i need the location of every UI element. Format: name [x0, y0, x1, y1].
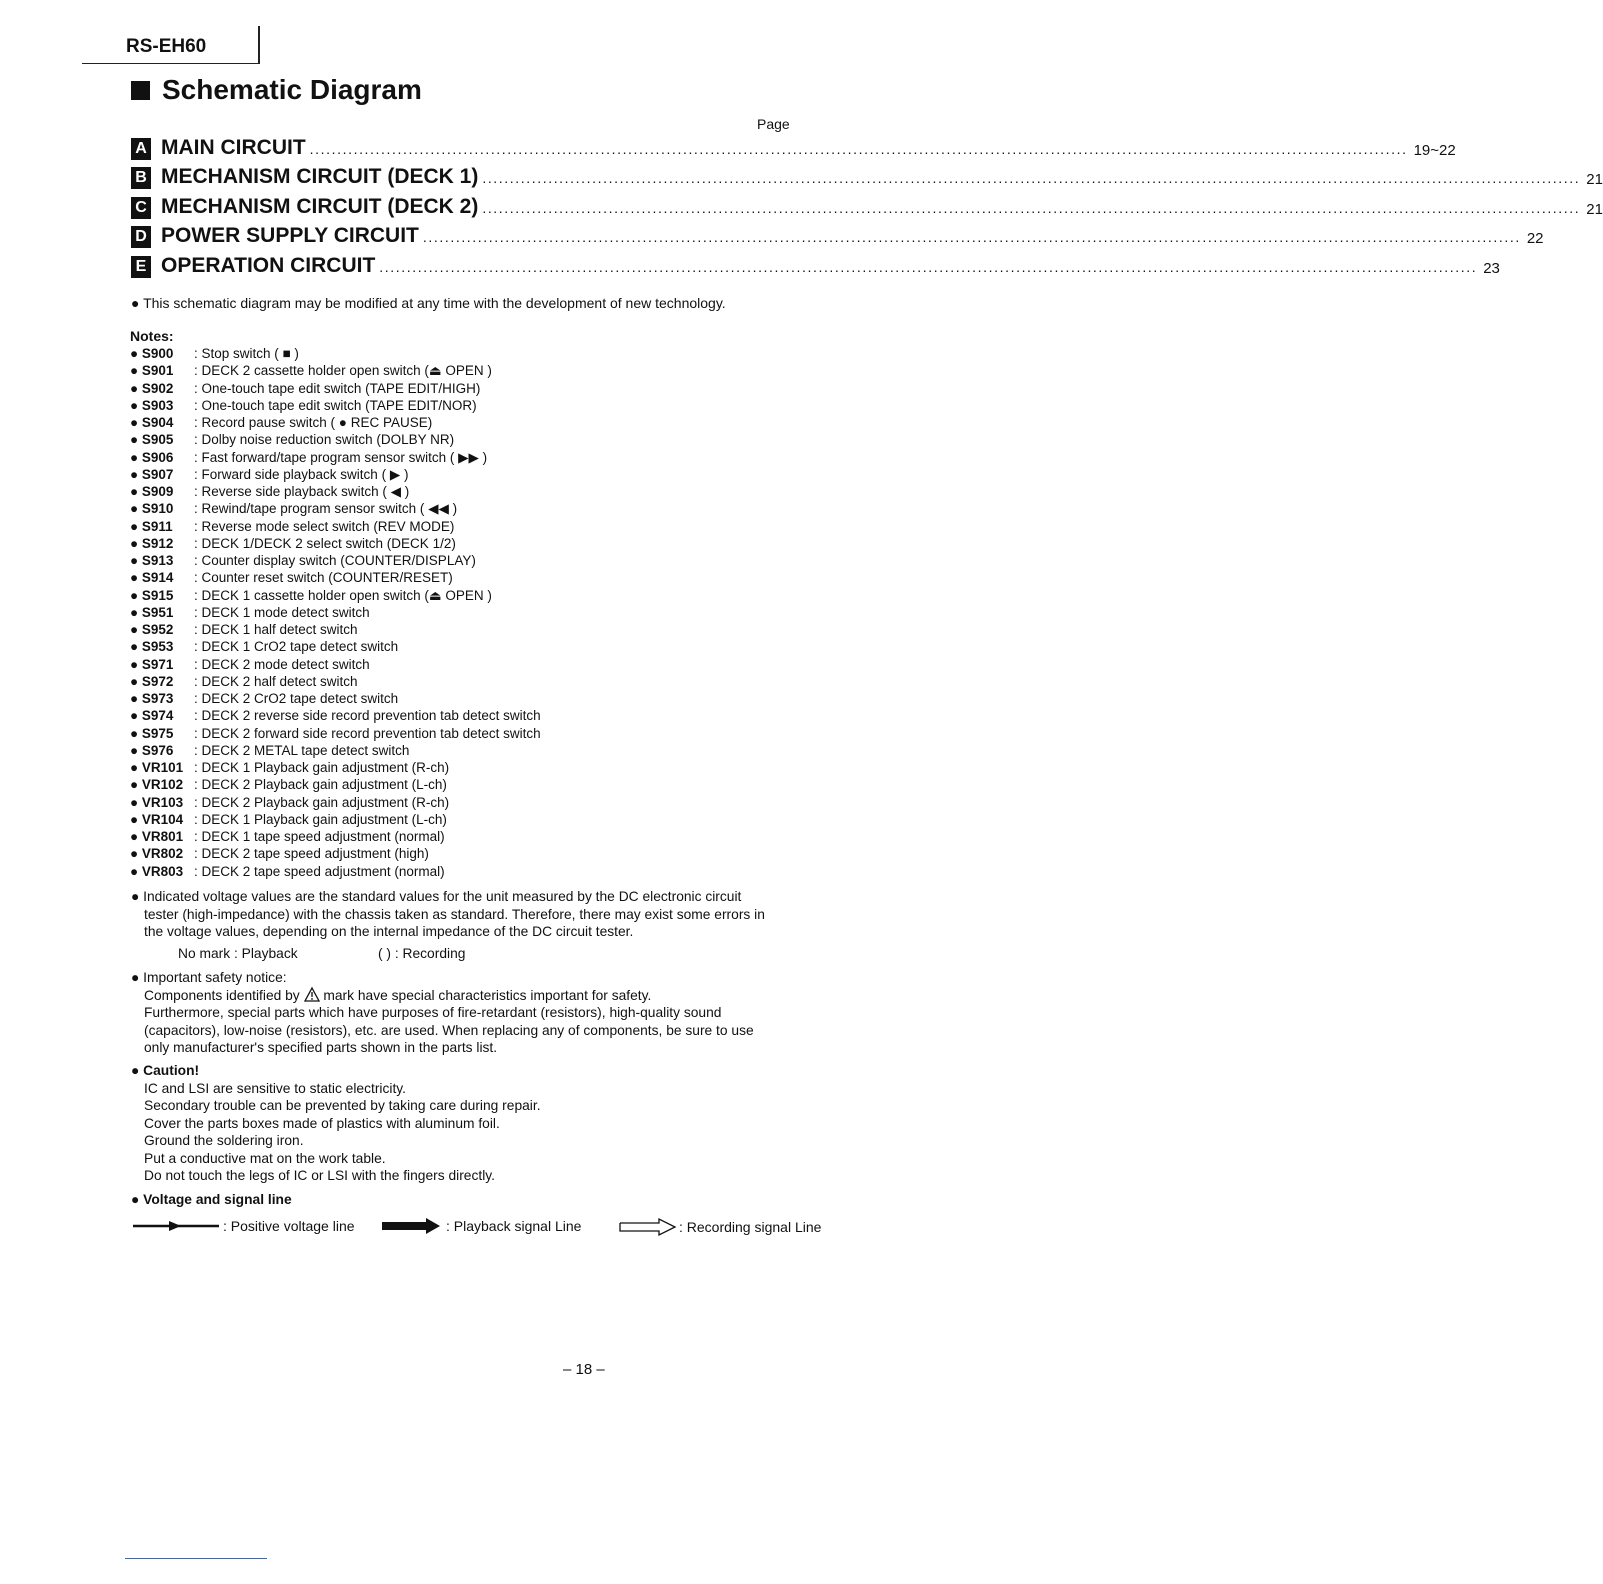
model-header	[82, 26, 260, 66]
warning-triangle-icon	[304, 987, 320, 1002]
toc-letter-badge: B	[131, 167, 151, 189]
positive-voltage-legend: : Positive voltage line	[133, 1218, 355, 1234]
note-description: : DECK 1 half detect switch	[194, 622, 358, 637]
note-code: ● S903	[130, 397, 174, 413]
note-code: ● VR102	[130, 777, 184, 793]
voltage-note-line: the voltage values, depending on the internal impedance of the DC circuit tester.	[144, 924, 634, 939]
toc-title: MECHANISM CIRCUIT (DECK 1)	[161, 165, 479, 188]
note-code: ● S976	[130, 742, 174, 758]
safety-line: only manufacturer's specified parts shown in the parts list.	[144, 1040, 498, 1055]
page-number: – 18 –	[563, 1361, 605, 1378]
note-item	[130, 656, 541, 673]
caution-line: Secondary trouble can be prevented by taking care during repair.	[144, 1098, 541, 1113]
note-description: : DECK 1 Playback gain adjustment (R-ch)	[194, 760, 450, 775]
safety-line: Components identified by mark have special characteristics important for safety.	[144, 987, 652, 1003]
model-number: RS-EH60	[126, 36, 207, 57]
header-underline	[82, 63, 260, 64]
recording-legend: ( ) : Recording	[378, 946, 466, 961]
note-item	[130, 811, 541, 828]
positive-voltage-line-icon	[133, 1220, 219, 1232]
note-code: ● S973	[130, 691, 174, 706]
note-description: : DECK 2 forward side record prevention tab detect switch	[194, 725, 541, 741]
note-code: ● S910	[130, 501, 174, 517]
page-title-text: Schematic Diagram	[162, 74, 422, 105]
note-item	[130, 569, 541, 586]
caution-line: Ground the soldering iron.	[144, 1133, 304, 1148]
note-description: : One-touch tape edit switch (TAPE EDIT/HIGH)	[194, 380, 481, 396]
note-item	[130, 431, 541, 448]
note-code: ● VR801	[130, 829, 184, 844]
note-item	[130, 466, 541, 483]
note-description: : Reverse mode select switch (REV MODE)	[194, 518, 455, 534]
note-item	[130, 362, 541, 379]
note-code: ● S911	[130, 518, 173, 534]
note-description: : Reverse side playback switch ( ◀ )	[194, 484, 410, 499]
disclaimer: ● This schematic diagram may be modified at any time with the development of new technology.	[131, 295, 726, 311]
note-item	[130, 690, 541, 707]
note-item	[130, 673, 541, 690]
toc-leader-dots: ........................................................................................................................................................................................................	[482, 170, 1581, 186]
toc-page: 22	[1526, 230, 1544, 247]
toc-letter-badge: D	[131, 226, 151, 248]
note-code: ● S902	[130, 380, 174, 396]
note-description: : DECK 2 tape speed adjustment (normal)	[194, 863, 445, 879]
note-item	[130, 414, 541, 431]
safety-notice	[131, 969, 754, 1057]
toc-leader-dots: ........................................................................................................................................................................................................	[309, 140, 1408, 157]
toc-leader-dots: ........................................................................................................................................................................................................	[422, 229, 1521, 245]
toc-item-c	[131, 189, 1603, 219]
header-divider	[258, 26, 260, 64]
notes-list	[130, 345, 541, 880]
note-description: : DECK 2 half detect switch	[194, 673, 358, 689]
caution-line: Do not touch the legs of IC or LSI with the fingers directly.	[144, 1168, 495, 1183]
safety-line: (capacitors), low-noise (resistors), etc. are used. When replacing any of components, be sure to use	[144, 1022, 754, 1038]
note-description: : DECK 1 mode detect switch	[194, 604, 370, 620]
toc-title: OPERATION CIRCUIT	[161, 253, 376, 277]
toc-title: MAIN CIRCUIT	[161, 135, 306, 159]
note-description: : Forward side playback switch ( ▶ )	[194, 466, 409, 482]
note-item	[130, 518, 541, 535]
note-code: ● S975	[130, 725, 174, 741]
no-mark-legend: No mark : Playback	[178, 946, 298, 961]
note-item	[130, 483, 541, 500]
toc-item-b	[131, 160, 1603, 190]
note-description: : One-touch tape edit switch (TAPE EDIT/NOR)	[194, 397, 477, 413]
note-item	[130, 587, 541, 604]
toc-letter-badge: C	[131, 197, 151, 219]
note-description: : DECK 2 reverse side record prevention tab detect switch	[194, 708, 541, 724]
recording-signal-line-icon	[619, 1218, 677, 1236]
voltage-note	[131, 888, 765, 941]
note-description: : Fast forward/tape program sensor switch ( ▶▶ )	[194, 449, 488, 465]
note-description: : DECK 2 METAL tape detect switch	[194, 742, 410, 758]
note-description: : DECK 1 tape speed adjustment (normal)	[194, 829, 445, 844]
note-item	[130, 535, 541, 552]
note-item	[130, 380, 541, 397]
playback-signal-line-icon	[382, 1218, 442, 1234]
toc-title: POWER SUPPLY CIRCUIT	[161, 224, 419, 247]
note-item	[130, 397, 541, 414]
note-item	[130, 552, 541, 569]
note-code: ● S912	[130, 535, 174, 551]
note-code: ● S971	[130, 656, 174, 672]
caution-line: Put a conductive mat on the work table.	[144, 1150, 386, 1166]
note-code: ● S915	[130, 587, 174, 603]
toc-page: 21	[1586, 200, 1603, 218]
toc-item-d	[131, 219, 1544, 249]
note-code: ● VR803	[130, 863, 184, 879]
playback-signal-legend: : Playback signal Line	[382, 1218, 581, 1234]
note-item	[130, 707, 541, 724]
toc-letter-badge: A	[131, 138, 151, 160]
note-code: ● S905	[130, 432, 174, 448]
note-item	[130, 776, 541, 793]
caution-line: Cover the parts boxes made of plastics with aluminum foil.	[144, 1115, 500, 1131]
title-square-bullet	[131, 81, 150, 100]
toc-page: 19~22	[1413, 141, 1456, 159]
caution-heading: ● Caution!	[131, 1063, 200, 1078]
note-description: : DECK 2 Playback gain adjustment (L-ch)	[194, 777, 447, 793]
note-code: ● S914	[130, 570, 174, 586]
note-code: ● VR103	[130, 794, 184, 810]
note-item	[130, 449, 541, 466]
note-description: : DECK 1 cassette holder open switch (⏏ OPEN )	[194, 587, 492, 603]
note-description: : DECK 1 Playback gain adjustment (L-ch)	[194, 811, 447, 827]
toc-item-a	[131, 130, 1456, 160]
note-code: ● S906	[130, 449, 174, 465]
note-description: : Rewind/tape program sensor switch ( ◀◀ )	[194, 501, 458, 517]
note-item	[130, 345, 541, 362]
voltage-note-line: ● Indicated voltage values are the standard values for the unit measured by the DC electronic circuit	[131, 889, 742, 904]
note-description: : Counter display switch (COUNTER/DISPLAY)	[194, 553, 476, 568]
note-description: : Dolby noise reduction switch (DOLBY NR)	[194, 432, 455, 448]
note-item	[130, 725, 541, 742]
note-item	[130, 621, 541, 638]
note-item	[130, 638, 541, 655]
toc-page: 21	[1586, 171, 1603, 188]
note-item	[130, 742, 541, 759]
note-description: : DECK 1 CrO2 tape detect switch	[194, 639, 399, 655]
note-code: ● VR802	[130, 846, 184, 862]
voltage-note-line: tester (high-impedance) with the chassis taken as standard. Therefore, there may exist some errors in	[144, 906, 765, 922]
note-code: ● S900	[130, 346, 174, 361]
note-item	[130, 828, 541, 845]
toc-page: 23	[1483, 259, 1500, 277]
note-code: ● S904	[130, 415, 174, 430]
note-description: : DECK 2 CrO2 tape detect switch	[194, 691, 399, 706]
note-code: ● S901	[130, 363, 174, 379]
note-description: : DECK 2 cassette holder open switch (⏏ OPEN )	[194, 363, 492, 379]
note-code: ● S974	[130, 708, 174, 724]
note-code: ● VR101	[130, 760, 184, 775]
note-item	[130, 759, 541, 776]
notes-title: Notes:	[130, 328, 174, 344]
note-description: : Record pause switch ( ● REC PAUSE)	[194, 415, 433, 430]
disclaimer-text: This schematic diagram may be modified at any time with the development of new technology.	[143, 295, 726, 311]
note-code: ● S909	[130, 484, 174, 499]
note-item	[130, 604, 541, 621]
note-description: : DECK 2 tape speed adjustment (high)	[194, 846, 429, 862]
note-code: ● S951	[130, 604, 174, 620]
voltage-signal-heading: ● Voltage and signal line	[131, 1192, 292, 1207]
toc-item-e	[131, 248, 1500, 278]
recording-signal-legend: : Recording signal Line	[619, 1218, 821, 1236]
note-item	[130, 500, 541, 517]
toc-letter-badge: E	[131, 256, 151, 278]
table-of-contents	[131, 130, 1603, 278]
footer-rule	[125, 1558, 267, 1559]
note-item	[130, 845, 541, 862]
safety-line: Furthermore, special parts which have purposes of fire-retardant (resistors), high-quality sound	[144, 1005, 722, 1020]
note-code: ● S907	[130, 466, 174, 482]
note-item	[130, 794, 541, 811]
caution-line: IC and LSI are sensitive to static electricity.	[144, 1080, 406, 1096]
note-description: : DECK 2 mode detect switch	[194, 656, 370, 672]
page-title	[131, 74, 422, 106]
note-description: : Counter reset switch (COUNTER/RESET)	[194, 570, 453, 586]
note-item	[130, 863, 541, 880]
toc-title: MECHANISM CIRCUIT (DECK 2)	[161, 194, 479, 218]
note-description: : DECK 2 Playback gain adjustment (R-ch)	[194, 794, 450, 810]
note-code: ● S913	[130, 553, 174, 568]
toc-leader-dots: ........................................................................................................................................................................................................	[482, 199, 1581, 216]
toc-leader-dots: ........................................................................................................................................................................................................	[379, 258, 1478, 275]
safety-heading: ● Important safety notice:	[131, 970, 287, 985]
note-code: ● VR104	[130, 811, 184, 827]
note-description: : Stop switch ( ■ )	[194, 346, 299, 361]
note-code: ● S952	[130, 622, 174, 637]
note-code: ● S953	[130, 639, 174, 655]
note-code: ● S972	[130, 673, 174, 689]
caution-block	[131, 1062, 541, 1185]
note-description: : DECK 1/DECK 2 select switch (DECK 1/2)	[194, 535, 456, 551]
toc-page-label: Page	[757, 116, 790, 132]
